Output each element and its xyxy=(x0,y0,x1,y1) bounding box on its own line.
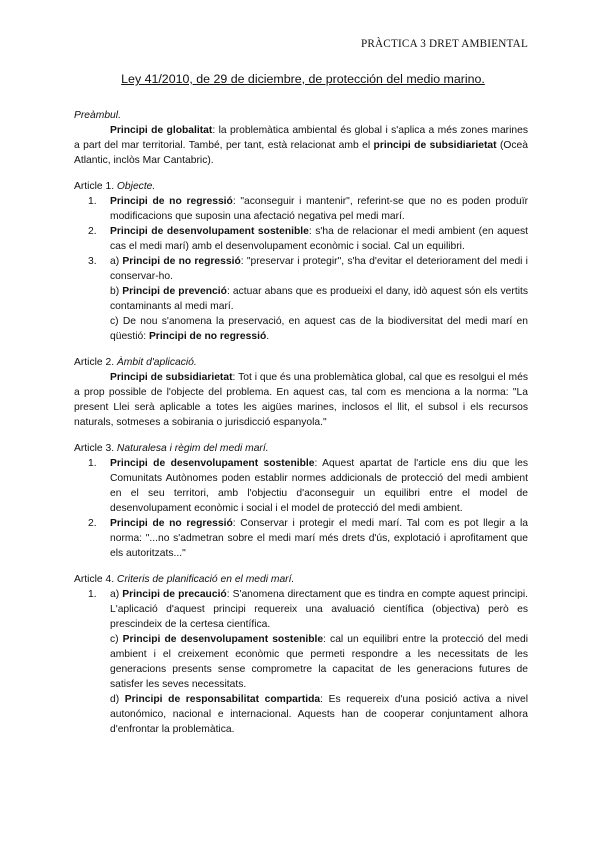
preamble-heading: Preàmbul. xyxy=(74,110,121,121)
page-header: PRÀCTICA 3 DRET AMBIENTAL xyxy=(360,38,528,50)
article-3-list xyxy=(74,456,528,561)
preamble-paragraph: Principi de globalitat: la problemàtica ambiental és global i s'aplica a més zones marines a part del mar territorial. També, per tant, està relacionat amb el principi de subsidiarietat (Oceà Atlantic, inclòs Mar Cantabric). xyxy=(74,125,529,166)
list-item: 3. a) Principi de no regressió: "preservar i protegir", s'ha d'evitar el deteriorament del medi i conservar-ho. b) Principi de prevenció: actuar abans que es produeixi el dany, idò aquest són els vertits contaminants al medi marí. c) De nou s'anomena la preservació, en aquest cas de la biodiversitat del medi marí en qüestió: Principi de no regressió. xyxy=(88,256,528,342)
list-item: 2. Principi de desenvolupament sostenible: s'ha de relacionar el medi ambient (en aquest cas el medi marí) amb el desenvolupament econòmic i social. Cal un equilibri. xyxy=(88,226,528,252)
subitem-a: a) Principi de precaució: S'anomena directament que es tindra en compte aquest principi. L'aplicació d'aquest principi requereix una avaluació científica (objectiva) però es prescindeix de la certesa científica. xyxy=(110,589,528,630)
document-body xyxy=(74,108,528,737)
article-3-heading: Article 3. Naturalesa i règim del medi marí. xyxy=(74,443,269,454)
article-2-heading: Article 2. Àmbit d'aplicació. xyxy=(74,357,197,368)
article-4-heading: Article 4. Criteris de planificació en el medi marí. xyxy=(74,574,295,585)
subitem-b: b) Principi de prevenció: actuar abans que es produeixi el dany, idò aquest són els vertits contaminants al medi marí. xyxy=(110,286,528,312)
subitem-c: c) De nou s'anomena la preservació, en aquest cas de la biodiversitat del medi marí en qüestió: Principi de no regressió. xyxy=(110,316,528,342)
article-4-list xyxy=(74,587,528,737)
list-item: 1. Principi de desenvolupament sostenible: Aquest apartat de l'article ens diu que les Comunitats Autònomes poden establir normes addicionals de protecció del medi ambient en el seu territori, amb l'objectiu d'aconseguir un equilibri entre el model de desenvolupament econòmic i social i el model de protecció del medi ambient. xyxy=(88,458,529,514)
article-1-list xyxy=(74,194,528,344)
subitem-a: a) Principi de no regressió: "preservar i protegir", s'ha d'evitar el deteriorament del medi i conservar-ho. xyxy=(110,256,528,282)
subitem-c: c) Principi de desenvolupament sostenible: cal un equilibri entre la protecció del medi ambient i el creixement econòmic que permeti respondre a les necessitats de les generacions presents sense comprometre la capacitat de les generacions futures de satisfer les seves necessitats. xyxy=(110,634,528,690)
article-1-heading: Article 1. Objecte. xyxy=(74,181,156,192)
list-item: 2. Principi de no regressió: Conservar i protegir el medi marí. Tal com es pot llegir a la norma: "...no s'admetran sobre el medi marí més drets d'ús, explotació i aprofitament que els autoritzats..." xyxy=(88,518,528,559)
list-item: 1. a) Principi de precaució: S'anomena directament que es tindra en compte aquest principi. L'aplicació d'aquest principi requereix una avaluació científica (objectiva) però es prescindeix de la certesa científica. c) Principi de desenvolupament sostenible: cal un equilibri entre la protecció del medi ambient i el creixement econòmic que permeti respondre a les necessitats de les generacions presents sense comprometre la capacitat de les generacions futures de satisfer les seves necessitats. d) Principi de responsabilitat compartida: Es requereix d'una posició activa a nivel autonómico, nacional e internacional. Aquests han de cooperar conjuntament alhora d'enfrontar la problemàtica. xyxy=(88,589,528,735)
list-item: 1. Principi de no regressió: "aconseguir i mantenir", referint-se que no es poden produïr modificacions que suposin una afectació negativa pel medi marí. xyxy=(88,196,528,222)
article-2-paragraph: Principi de subsidiarietat: Tot i que és una problemàtica global, cal que es resolgui el més a prop possible de l'objecte del problema. En aquest cas, tal com es menciona a la norma: "La present Llei serà aplicable a totes les aigües marines, inclosos el llit, el subsol i els recursos naturals, sotmeses a sobirania o jurisdicció espanyola." xyxy=(74,372,529,428)
document-title: Ley 41/2010, de 29 de diciembre, de protección del medio marino. xyxy=(121,72,485,86)
subitem-d: d) Principi de responsabilitat compartida: Es requereix d'una posició activa a nivel autonómico, nacional e internacional. Aquests han de cooperar conjuntament alhora d'enfrontar la problemàtica. xyxy=(110,694,528,735)
